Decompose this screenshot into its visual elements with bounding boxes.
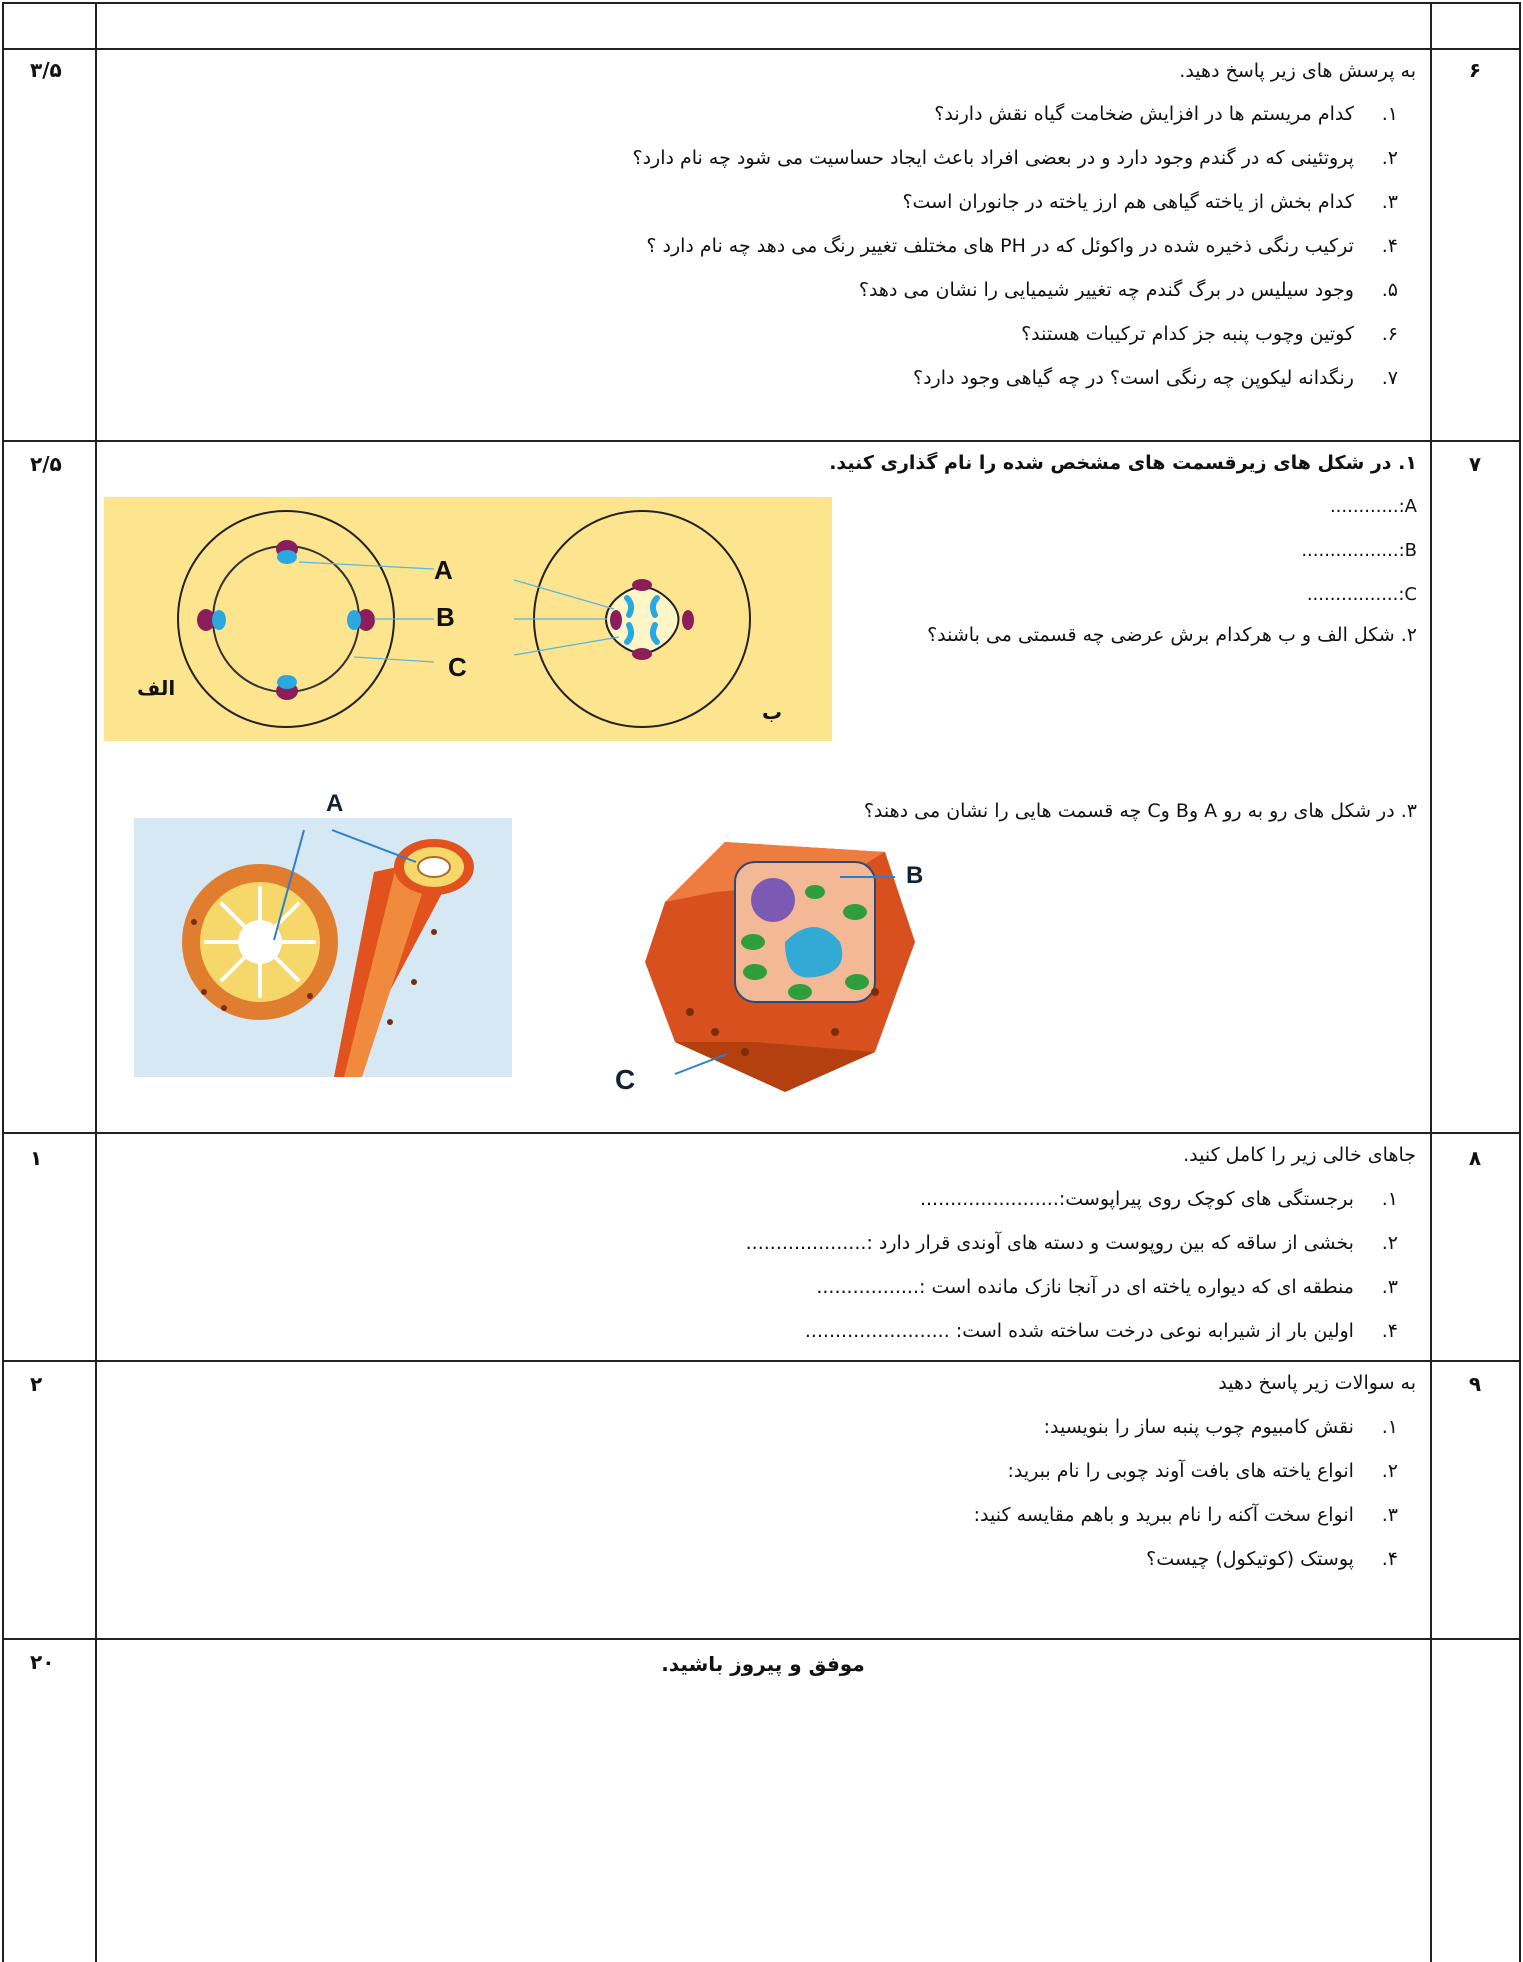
q9-intro: به سوالات زیر پاسخ دهید bbox=[1218, 1372, 1416, 1394]
item-text: ترکیب رنگی ذخیره شده در واکوئل که در PH های مختلف تغییر رنگ می دهد چه نام دارد ؟ bbox=[646, 235, 1354, 257]
item-text: اولین بار از شیرابه نوعی درخت ساخته شده است: ........................ bbox=[804, 1320, 1354, 1342]
q8-intro: جاهای خالی زیر را کامل کنید. bbox=[1183, 1144, 1416, 1166]
q6-item-4 bbox=[646, 235, 1398, 257]
item-text: انواع سخت آکنه را نام ببرید و باهم مقایسه کنید: bbox=[973, 1504, 1354, 1526]
grid-line bbox=[2, 2, 1521, 4]
item-text: کدام بخش از یاخته گیاهی هم ارز یاخته در جانوران است؟ bbox=[902, 191, 1354, 213]
cross-section-figure bbox=[104, 497, 832, 741]
item-number: ۷. bbox=[1381, 367, 1398, 389]
q6-item-6 bbox=[1021, 323, 1398, 345]
q7-part3: ۳. در شکل های رو به رو A وB وC چه قسمت هایی را نشان می دهند؟ bbox=[863, 800, 1417, 822]
item-text: رنگدانه لیکوپن چه رنگی است؟ در چه گیاهی وجود دارد؟ bbox=[913, 367, 1354, 389]
grid-line bbox=[2, 1638, 1521, 1640]
item-number: ۱. bbox=[1381, 1188, 1398, 1210]
q6-score: ۳/۵ bbox=[30, 58, 62, 82]
vascular-bundle-right bbox=[347, 609, 375, 631]
cell-body bbox=[645, 842, 915, 1092]
q6-item-2 bbox=[633, 147, 1399, 169]
vascular-bundle-left bbox=[197, 609, 226, 631]
q8-content bbox=[98, 1132, 1428, 1360]
q6-item-1 bbox=[934, 103, 1398, 125]
item-text: منطقه ای که دیواره یاخته ای در آنجا نازک مانده است :................. bbox=[816, 1276, 1354, 1298]
item-text: انواع یاخته های بافت آوند چوبی را نام ببرید: bbox=[1007, 1460, 1354, 1482]
q9-item-2 bbox=[1008, 1460, 1398, 1482]
item-number: ۱. bbox=[1381, 103, 1398, 125]
q8-score: ۱ bbox=[30, 1146, 43, 1170]
q7-part2: ۲. شکل الف و ب هرکدام برش عرضی چه قسمتی می باشند؟ bbox=[927, 624, 1417, 646]
item-text: کوتین وچوب پنبه جز کدام ترکیبات هستند؟ bbox=[1021, 323, 1354, 345]
total-score: ۲۰ bbox=[30, 1650, 55, 1674]
q9-item-4 bbox=[1146, 1548, 1398, 1570]
q8-item-4 bbox=[805, 1320, 1398, 1342]
q6-intro: به پرسش های زیر پاسخ دهید. bbox=[1179, 60, 1416, 82]
q8-number: ۸ bbox=[1468, 1146, 1482, 1170]
closing-message: موفق و پیروز باشید. bbox=[661, 1652, 865, 1676]
item-number: ۳. bbox=[1381, 191, 1398, 213]
item-text: کدام مریستم ها در افزایش ضخامت گیاه نقش دارند؟ bbox=[934, 103, 1354, 125]
grid-line bbox=[1430, 2, 1432, 1962]
grid-line bbox=[2, 2, 4, 1962]
item-text: پروتئینی که در گندم وجود دارد و در بعضی افراد باعث ایجاد حساسیت می شود چه نام دارد؟ bbox=[632, 147, 1354, 169]
q9-item-1 bbox=[1044, 1416, 1398, 1438]
vascular-bundle-top bbox=[276, 540, 298, 564]
item-number: ۵. bbox=[1381, 279, 1398, 301]
q9-item-3 bbox=[974, 1504, 1398, 1526]
item-number: ۶. bbox=[1381, 323, 1398, 345]
q6-number: ۶ bbox=[1468, 58, 1482, 82]
q8-item-2 bbox=[746, 1232, 1398, 1254]
q7-blank-b: .................:B bbox=[1301, 540, 1417, 561]
q7-number: ۷ bbox=[1468, 452, 1482, 476]
fig1-caption-left: الف bbox=[137, 676, 176, 700]
q6-item-3 bbox=[902, 191, 1398, 213]
q9-content bbox=[98, 1360, 1428, 1638]
item-number: ۴. bbox=[1381, 235, 1398, 257]
item-text: پوستک (کوتیکول) چیست؟ bbox=[1146, 1548, 1354, 1570]
fig1-caption-right: ب bbox=[762, 700, 783, 724]
item-number: ۱. bbox=[1381, 1416, 1398, 1438]
item-text: نقش کامبیوم چوب پنبه ساز را بنویسید: bbox=[1043, 1416, 1354, 1438]
grid-line bbox=[1519, 2, 1521, 1962]
plant-cell-figure bbox=[635, 832, 935, 1098]
grid-line bbox=[2, 440, 1521, 442]
item-number: ۲. bbox=[1381, 1232, 1398, 1254]
q6-item-7 bbox=[913, 367, 1398, 389]
cell-cross-section bbox=[182, 864, 338, 1020]
item-number: ۳. bbox=[1381, 1276, 1398, 1298]
fig1-label-c: C bbox=[448, 652, 467, 682]
item-number: ۲. bbox=[1381, 147, 1398, 169]
item-text: بخشی از ساقه که بین روپوست و دسته های آوندی قرار دارد :.................... bbox=[745, 1232, 1354, 1254]
fig2-label-c: C bbox=[615, 1064, 636, 1095]
q6-content bbox=[98, 48, 1428, 440]
fig1-label-a: A bbox=[434, 555, 453, 585]
item-number: ۲. bbox=[1381, 1460, 1398, 1482]
item-number: ۴. bbox=[1381, 1548, 1398, 1570]
item-text: وجود سیلیس در برگ گندم چه تغییر شیمیایی را نشان می دهد؟ bbox=[858, 279, 1354, 301]
q7-score: ۲/۵ bbox=[30, 452, 62, 476]
fig2-label-b: B bbox=[906, 862, 924, 889]
fig1-label-b: B bbox=[436, 602, 455, 632]
q8-item-3 bbox=[816, 1276, 1398, 1298]
item-number: ۳. bbox=[1381, 1504, 1398, 1526]
q8-item-1 bbox=[920, 1188, 1398, 1210]
vascular-bundle-bottom bbox=[276, 675, 298, 700]
q6-item-5 bbox=[859, 279, 1398, 301]
q7-part1: ۱. در شکل های زیرقسمت های مشخص شده را نام گذاری کنید. bbox=[829, 452, 1417, 474]
q9-number: ۹ bbox=[1468, 1372, 1482, 1396]
q7-blank-c: ................:C bbox=[1306, 584, 1417, 605]
cork-cell-figure bbox=[134, 812, 512, 1077]
q7-blank-a: ............:A bbox=[1329, 496, 1417, 517]
item-text: برجستگی های کوچک روی پیراپوست:....................... bbox=[919, 1188, 1354, 1210]
fig2-label-a: A bbox=[326, 790, 344, 817]
item-number: ۴. bbox=[1381, 1320, 1398, 1342]
q9-score: ۲ bbox=[30, 1372, 43, 1396]
